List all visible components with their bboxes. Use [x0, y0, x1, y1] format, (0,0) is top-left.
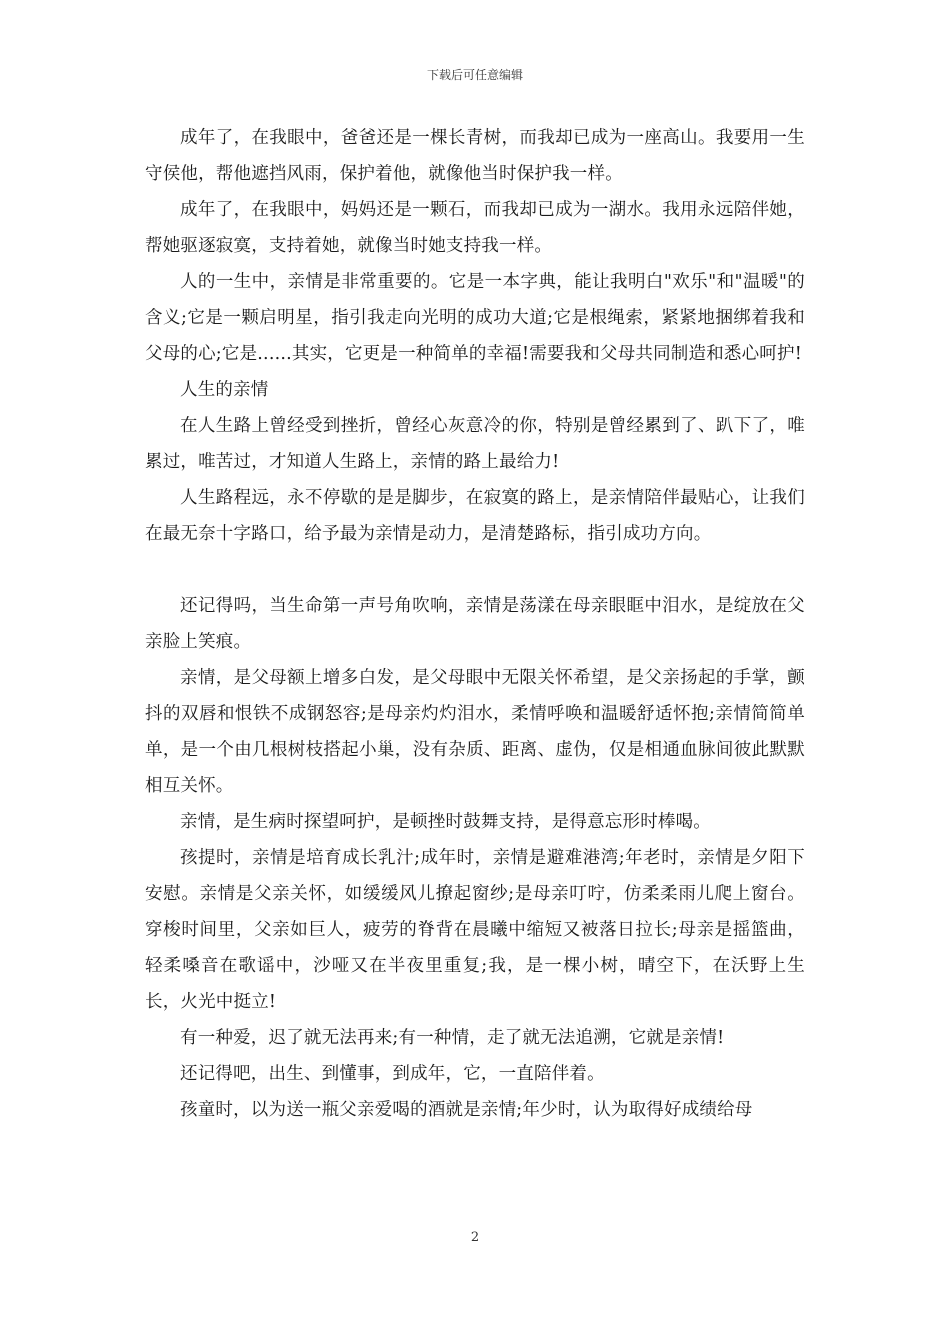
body-text [145, 120, 805, 1128]
paragraph: 人的一生中，亲情是非常重要的。它是一本字典，能让我明白"欢乐"和"温暖"的含义;它是一颗启明星，指引我走向光明的成功大道;它是根绳索，紧紧地捆绑着我和父母的心;它是......其实，它更是一种简单的幸福!需要我和父母共同制造和悉心呵护! [145, 272, 805, 364]
paragraph: 成年了，在我眼中，妈妈还是一颗石，而我却已成为一湖水。我用永远陪伴她，帮她驱逐寂寞，支持着她，就像当时她支持我一样。 [145, 200, 805, 256]
blank-line [145, 552, 805, 588]
paragraph: 孩童时，以为送一瓶父亲爱喝的酒就是亲情;年少时，认为取得好成绩给母 [180, 1100, 753, 1120]
paragraph: 还记得吗，当生命第一声号角吹响，亲情是荡漾在母亲眼眶中泪水，是绽放在父亲脸上笑痕。 [145, 596, 805, 652]
paragraph: 成年了，在我眼中，爸爸还是一棵长青树，而我却已成为一座高山。我要用一生守侯他，帮他遮挡风雨，保护着他，就像他当时保护我一样。 [145, 128, 805, 184]
paragraph: 还记得吧，出生、到懂事，到成年，它，一直陪伴着。 [180, 1064, 605, 1084]
paragraph: 人生路程远，永不停歇的是是脚步，在寂寞的路上，是亲情陪伴最贴心，让我们在最无奈十字路口，给予最为亲情是动力，是清楚路标，指引成功方向。 [145, 488, 805, 544]
paragraph: 亲情，是父母额上增多白发，是父母眼中无限关怀希望，是父亲扬起的手掌，颤抖的双唇和恨铁不成钢怒容;是母亲灼灼泪水，柔情呼唤和温暖舒适怀抱;亲情简简单单，是一个由几根树枝搭起小巢，没有杂质、距离、虚伪，仅是相通血脉间彼此默默相互关怀。 [145, 668, 805, 796]
paragraph: 在人生路上曾经受到挫折，曾经心灰意冷的你，特别是曾经累到了、趴下了，唯累过，唯苦过，才知道人生路上，亲情的路上最给力! [145, 416, 805, 472]
paragraph: 有一种爱，迟了就无法再来;有一种情，走了就无法追溯，它就是亲情! [180, 1028, 725, 1048]
paragraph: 孩提时，亲情是培育成长乳汁;成年时，亲情是避难港湾;年老时，亲情是夕阳下安慰。亲情是父亲关怀，如缓缓风儿撩起窗纱;是母亲叮咛，仿柔柔雨儿爬上窗台。穿梭时间里，父亲如巨人，疲劳的脊背在晨曦中缩短又被落日拉长;母亲是摇篮曲，轻柔嗓音在歌谣中，沙哑又在半夜里重复;我，是一棵小树，晴空下，在沃野上生长，火光中挺立! [145, 848, 805, 1012]
page-header: 下载后可任意编辑 [426, 68, 523, 82]
page-number: 2 [470, 1230, 480, 1245]
paragraph: 亲情，是生病时探望呵护，是顿挫时鼓舞支持，是得意忘形时棒喝。 [180, 812, 711, 832]
section-heading: 人生的亲情 [180, 380, 269, 400]
